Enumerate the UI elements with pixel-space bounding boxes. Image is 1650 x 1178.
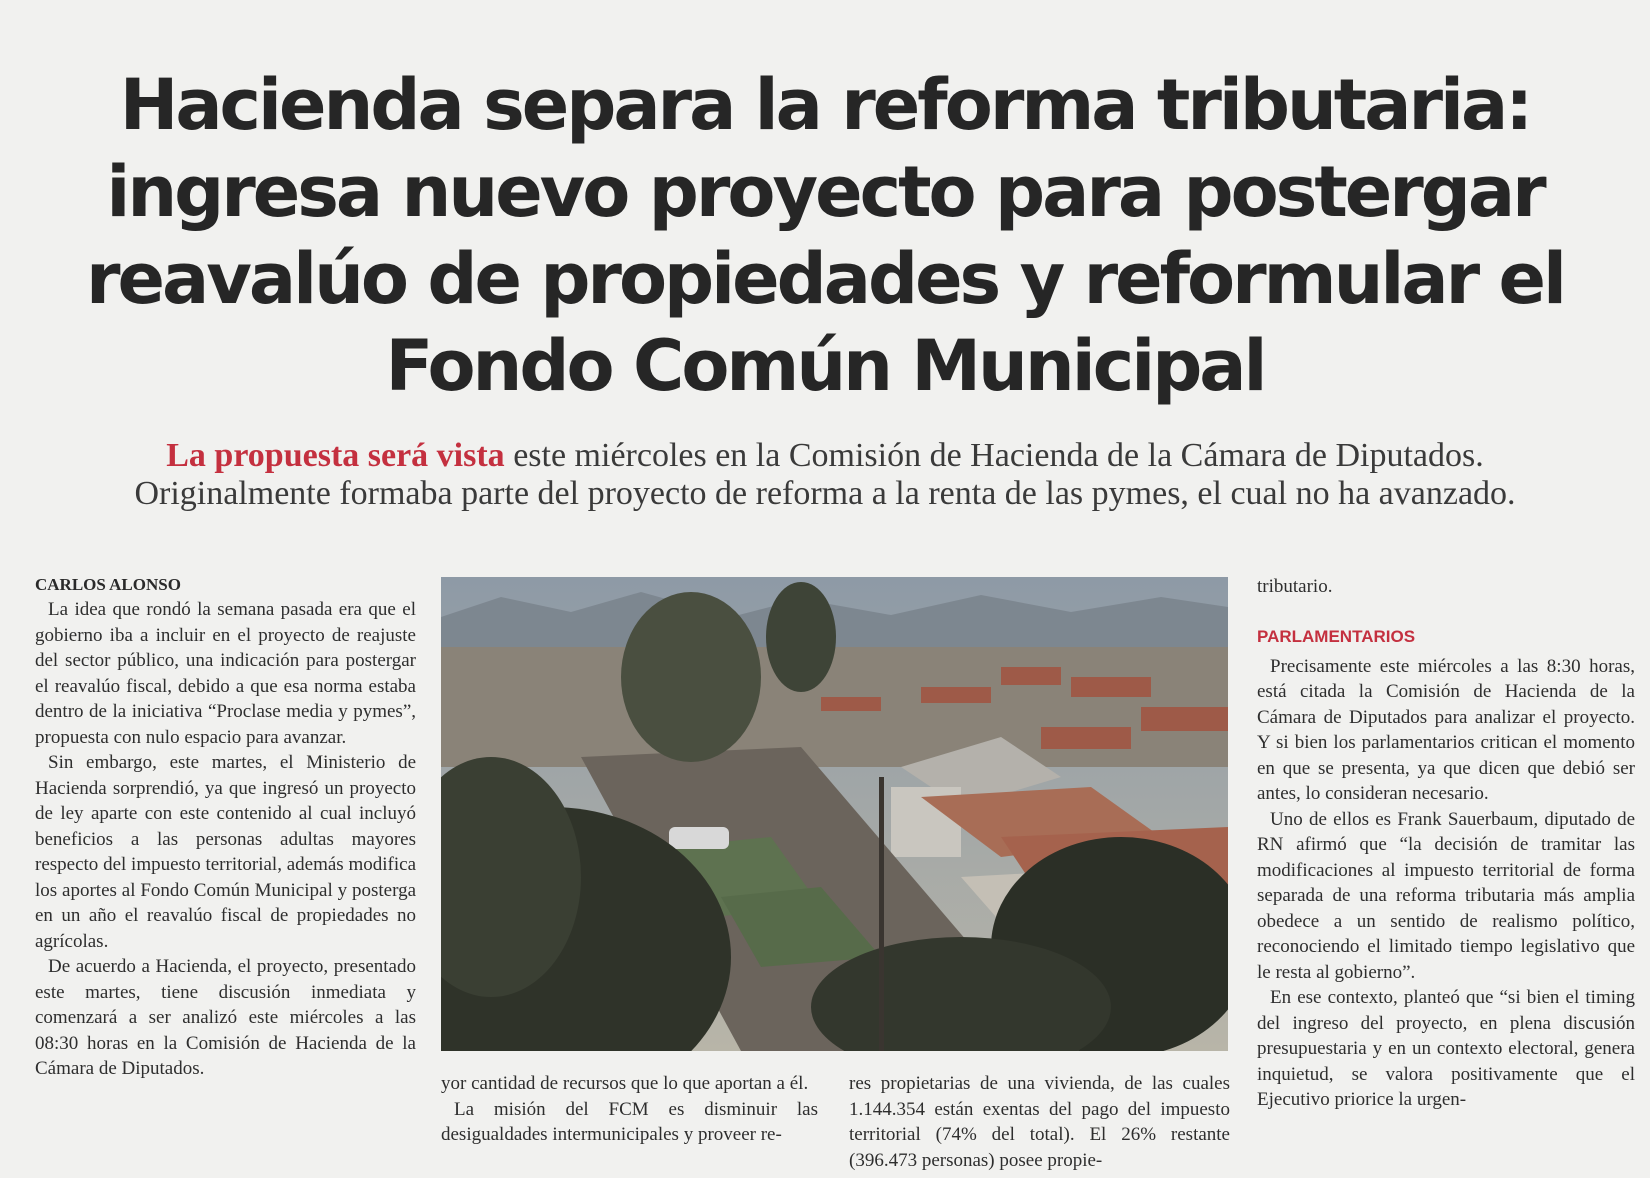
section-heading: PARLAMENTARIOS [1257,626,1416,646]
paragraph: La misión del FCM es disminuir las desigualdades intermunicipales y proveer re- [441,1098,818,1145]
headline-line: ingresa nuevo proyecto para postergar [106,151,1544,233]
deck-line-1 [60,437,1590,475]
paragraph: En ese contexto, planteó que “si bien el timing del ingreso del proyecto, en plena discusión presupuestaria y en un contexto electoral, genera inquietud, se valora positivamente que el Ejecutivo priorice la urgen- [1257,987,1635,1110]
article-column-3 [849,1071,1230,1173]
article-column-2 [441,1071,818,1148]
headline-line: reavalúo de propiedades y reformular el [85,238,1565,320]
headline [60,62,1590,410]
paragraph: Uno de ellos es Frank Sauerbaum, diputado de RN afirmó que “la decisión de tramitar las modificaciones al impuesto territorial de forma separada de una reforma tributaria más amplia obedece a un sentido de realismo político, reconociendo el limitado tiempo legislativo que le resta al gobierno”. [1257,808,1635,983]
paragraph: De acuerdo a Hacienda, el proyecto, presentado este martes, tiene discusión inmediata y comenzará a ser analizó este miércoles a las 08:30 horas en la Comisión de Hacienda de la Cámara de Diputados. [35,956,416,1079]
paragraph: Sin embargo, este martes, el Ministerio de Hacienda sorprendió, ya que ingresó un proyecto de ley aparte con este contenido al cual incluyó beneficios a las personas adultas mayores respecto del impuesto territorial, además modifica los aportes al Fondo Común Municipal y posterga en un año el reavalúo fiscal de propiedades no agrícolas. [35,752,416,952]
headline-line: Fondo Común Municipal [385,325,1265,407]
neighborhood-photo [441,577,1228,1051]
paragraph: La idea que rondó la semana pasada era que el gobierno iba a incluir en el proyecto de reajuste del sector público, una indicación para postergar el reavalúo fiscal, debido a que esa norma estaba dentro de la iniciativa “Proclase media y pymes”, propuesta con nulo espacio para avanzar. [35,599,416,748]
byline: CARLOS ALONSO [35,575,181,594]
article-column-1 [35,572,416,1082]
headline-line: Hacienda separa la reforma tributaria: [119,64,1531,146]
article-column-4 [1257,574,1635,1113]
deck-line-2: Originalmente formaba parte del proyecto de reforma a la renta de las pymes, el cual no ha avanzado. [134,475,1516,512]
paragraph: yor cantidad de recursos que lo que aportan a él. [441,1073,809,1094]
paragraph: res propietarias de una vivienda, de las cuales 1.144.354 están exentas del pago del impuesto territorial (74% del total). El 26% restante (396.473 personas) posee propie- [849,1073,1230,1171]
paragraph: Precisamente este miércoles a las 8:30 horas, está citada la Comisión de Hacienda de la Cámara de Diputados para analizar el proyecto. Y si bien los parlamentarios critican el momento en que se presenta, ya que dicen que debió ser antes, lo consideran necesario. [1257,655,1635,804]
deck [60,437,1590,513]
continued-text: tributario. [1257,576,1333,597]
article-photo [441,577,1228,1051]
deck-line-1-rest: este miércoles en la Comisión de Hacienda de la Cámara de Diputados. [504,437,1484,474]
deck-highlight: La propuesta será vista [166,437,505,474]
